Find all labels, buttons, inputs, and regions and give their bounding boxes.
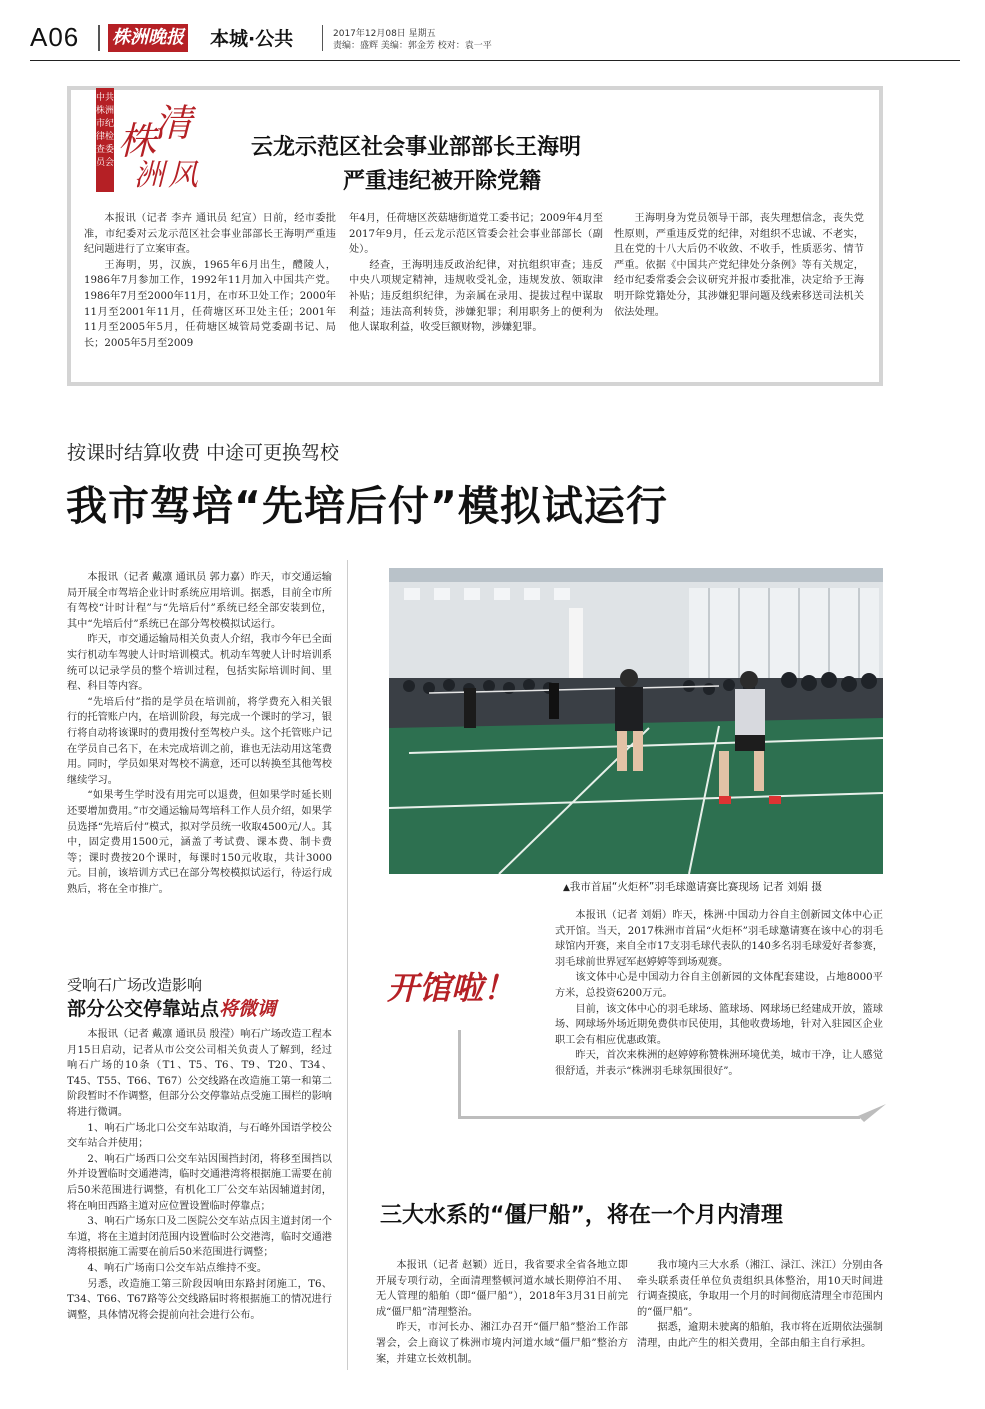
paragraph: 1、响石广场北口公交车站取消，与石峰外国语学校公交车站合并使用； [67, 1122, 332, 1150]
article-title: 严重违纪被开除党籍 [343, 169, 542, 194]
paragraph: 该文体中心是中国动力谷自主创新园的文体配套建设，占地8000平方米，总投资6200万元。 [555, 972, 883, 999]
article-title: 我市驾培“先培后付”模拟试运行 [66, 482, 668, 530]
header-divider [322, 25, 323, 51]
paragraph: 王海明身为党员领导干部，丧失理想信念，丧失党性原则，严重违反党的纪律，对组织不忠诚、不老实，且在党的十八大后仍不收敛、不收手，性质恶劣、情节严重。依据《中国共产党纪律处分条例》等有关规定，经市纪委常委会会议研究并报市委批准，决定给予王海明开除党籍处分，其涉嫌犯罪问题及线索移送司法机关依法处理。 [614, 213, 864, 318]
article-column [67, 570, 332, 897]
article-title: 三大水系的“僵尸船”，将在一个月内清理 [380, 1203, 783, 1228]
header-divider [98, 25, 100, 51]
paragraph: 昨天，首次来株洲的赵婷婷称赞株洲环境优美，城市干净，让人感觉很舒适，并表示“株洲羽毛球氛围很好”。 [555, 1050, 883, 1077]
seal-char: 株 [118, 119, 157, 163]
paragraph: 据悉，逾期未驶离的船舶，我市将在近期依法强制清理，由此产生的相关费用，全部由船主自行承担。 [637, 1322, 883, 1349]
paragraph: 3、响石广场东口及二医院公交车站点因主道封闭一个车道，将在主道封闭范围内设置临时公交港湾，临时交通港湾将根据施工需要在前后50米范围进行调整； [67, 1216, 332, 1259]
article-title: 云龙示范区社会事业部部长王海明 [251, 135, 582, 160]
column-seal [96, 88, 214, 204]
seal-char: 风 [168, 158, 198, 193]
section-name: 本城·公共 [210, 28, 294, 50]
article-column [67, 1027, 332, 1323]
article-kicker: 受响石广场改造影响 [67, 976, 203, 994]
column-divider [347, 560, 348, 1370]
callout-border [458, 1116, 860, 1119]
seal-stamp: 中共株洲市纪律检查委员会 [96, 88, 114, 192]
paragraph: 目前，该文体中心的羽毛球场、篮球场、网球场已经建成开放，篮球场、网球场外场近期免费供市民使用，其他收费场地，针对入驻园区企业职工会有相应优惠政策。 [555, 1003, 883, 1046]
paragraph: 本报讯（记者 刘娟）昨天，株洲·中国动力谷自主创新园文体中心正式开馆。当天，2017株洲市首届“火炬杯”羽毛球邀请赛在该中心的羽毛球馆内开赛，来自全市17支羽毛球代表队的140多名羽毛球爱好者参赛，羽毛球前世界冠军赵婷婷等到场观赛。 [555, 910, 883, 968]
paragraph: “先培后付”指的是学员在培训前，将学费充入相关银行的托管账户内，在培训阶段，每完成一个课时的学习，银行将自动将该课时的费用拨付至驾校户头。这个托管账户记在学员自己名下，在未完成培训之前，谁也无法动用这笔费用。同时，学员如果对驾校不满意，还可以转换至其他驾校继续学习。 [67, 696, 332, 786]
callout-tail-icon [858, 1104, 888, 1124]
photo-illustration [389, 568, 883, 874]
page-header [30, 22, 960, 56]
caption-marker-icon: ▲ [563, 883, 570, 893]
issue-date: 2017年12月08日 星期五 [333, 29, 436, 39]
header-rule [30, 60, 960, 61]
caption-text: 我市首届“火炬杯”羽毛球邀请赛比赛现场 记者 刘娟 摄 [569, 881, 822, 893]
photo-caption [563, 879, 822, 894]
article-column [376, 1258, 628, 1367]
article-title [67, 994, 276, 1021]
paragraph: 经查，王海明违反政治纪律，对抗组织审查；违反中央八项规定精神，违规收受礼金，违规发放、领取津补贴；违反组织纪律，为亲属在录用、提拔过程中谋取利益；违法高利转贷，涉嫌犯罪；利用职务上的便利为他人谋取利益，收受巨额财物，涉嫌犯罪。 [349, 259, 603, 334]
paragraph: “如果考生学时没有用完可以退费，但如果学时延长则还要增加费用。”市交通运输局驾培科工作人员介绍，如果学员选择“先培后付”模式，拟对学员统一收取4500元/人。其中，固定费用1500元，涵盖了考试费、课本费、制卡费等；课时费按20个课时，每课时150元收取，共计3000元。目前，该培训方式已在部分驾校模拟试运行，待运行成熟后，将在全市推广。 [67, 790, 332, 895]
paragraph: 本报讯（记者 戴凛 通讯员 殷滢）响石广场改造工程本月15日启动，记者从市公交公司相关负责人了解到，经过响石广场的10条（T1、T5、T6、T9、T20、T34、T45、T55、T66、T67）公交线路在改造施工第一和第二阶段暂时不作调整，但部分公交停靠站点受施工围栏的影响将进行微调。 [67, 1029, 332, 1118]
callout-border [458, 1030, 461, 1118]
paragraph: 4、响石广场南口公交车站点维持不变。 [87, 1262, 268, 1274]
newspaper-logo: 株洲晚报 [108, 24, 188, 52]
article-title: 开馆啦！ [387, 969, 516, 1007]
editors-line: 责编：盛辉 美编：郭金芳 校对：袁一平 [333, 41, 492, 51]
paragraph: 2、响石广场西口公交车站因围挡封闭，将移至围挡以外并设置临时交通港湾，临时交通港湾将根据施工需要在前后50米范围进行调整，有机化工厂公交车站因辅道封闭，将在响田西路主道对应位置设置临时停靠点； [67, 1153, 332, 1212]
paragraph: 本报讯（记者 李卉 通讯员 纪宣）日前，经市委批准，市纪委对云龙示范区社会事业部部长王海明严重违纪问题进行了立案审查。 [84, 213, 336, 256]
title-highlight: 将微调 [219, 998, 277, 1020]
article-column [614, 211, 864, 320]
paragraph: 另悉，改造施工第三阶段因响田东路封闭施工，T6、T34、T66、T67路等公交线路届时将根据施工的情况进行调整，具体情况将会提前向社会进行公布。 [67, 1278, 332, 1321]
paragraph: 本报讯（记者 赵颖）近日，我省要求全省各地立即开展专项行动，全面清理整顿河道水域长期停泊不用、无人管理的船舶（即“僵尸船”），2018年3月31日前完成“僵尸船”清理整治。 [376, 1260, 628, 1318]
seal-char: 洲 [134, 158, 164, 193]
article-column [555, 908, 883, 1080]
title-main: 部分公交停靠站点 [67, 998, 220, 1020]
paragraph: 王海明，男，汉族，1965年6月出生，醴陵人，1986年7月参加工作，1992年11月加入中国共产党。1986年7月至2000年11月，在市环卫处工作；2000年11月至2001年11月，任荷塘区环卫处主任；2001年11月至2005年5月，任荷塘区城管局党委副书记、局长；2005年5月至2009 [84, 259, 336, 349]
badminton-photo [389, 568, 883, 874]
paragraph: 年4月，任荷塘区茨菇塘街道党工委书记；2009年4月至2017年9月，任云龙示范区管委会社会事业部部长（副处）。 [349, 213, 603, 256]
paragraph: 我市境内三大水系（湘江、渌江、洣江）分别由各牵头联系责任单位负责组织具体整治，用10天时间进行调查摸底，争取用一个月的时间彻底清理全市范围内的“僵尸船”。 [637, 1260, 883, 1318]
seal-char: 清 [154, 101, 193, 145]
article-column [349, 211, 603, 336]
paragraph: 本报讯（记者 戴凛 通讯员 郭力嘉）昨天，市交通运输局开展全市驾培企业计时系统应用培训。据悉，目前全市所有驾校“计时计程”与“先培后付”系统已经全部安装到位，其中“先培后付”系统已在部分驾校模拟试运行。 [67, 572, 332, 630]
page-number: A06 [30, 22, 80, 52]
paragraph: 昨天，市交通运输局相关负责人介绍，我市今年已全面实行机动车驾驶人计时培训模式。机动车驾驶人计时培训系统可以记录学员的整个培训过程，包括实际培训时间、里程、科目等内容。 [67, 634, 332, 693]
article-column [637, 1258, 883, 1352]
article-kicker: 按课时结算收费 中途可更换驾校 [67, 442, 340, 464]
article-column [84, 211, 336, 351]
paragraph: 昨天，市河长办、湘江办召开“僵尸船”整治工作部署会，会上商议了株洲市境内河道水域“僵尸船”整治方案，并建立长效机制。 [376, 1322, 628, 1365]
